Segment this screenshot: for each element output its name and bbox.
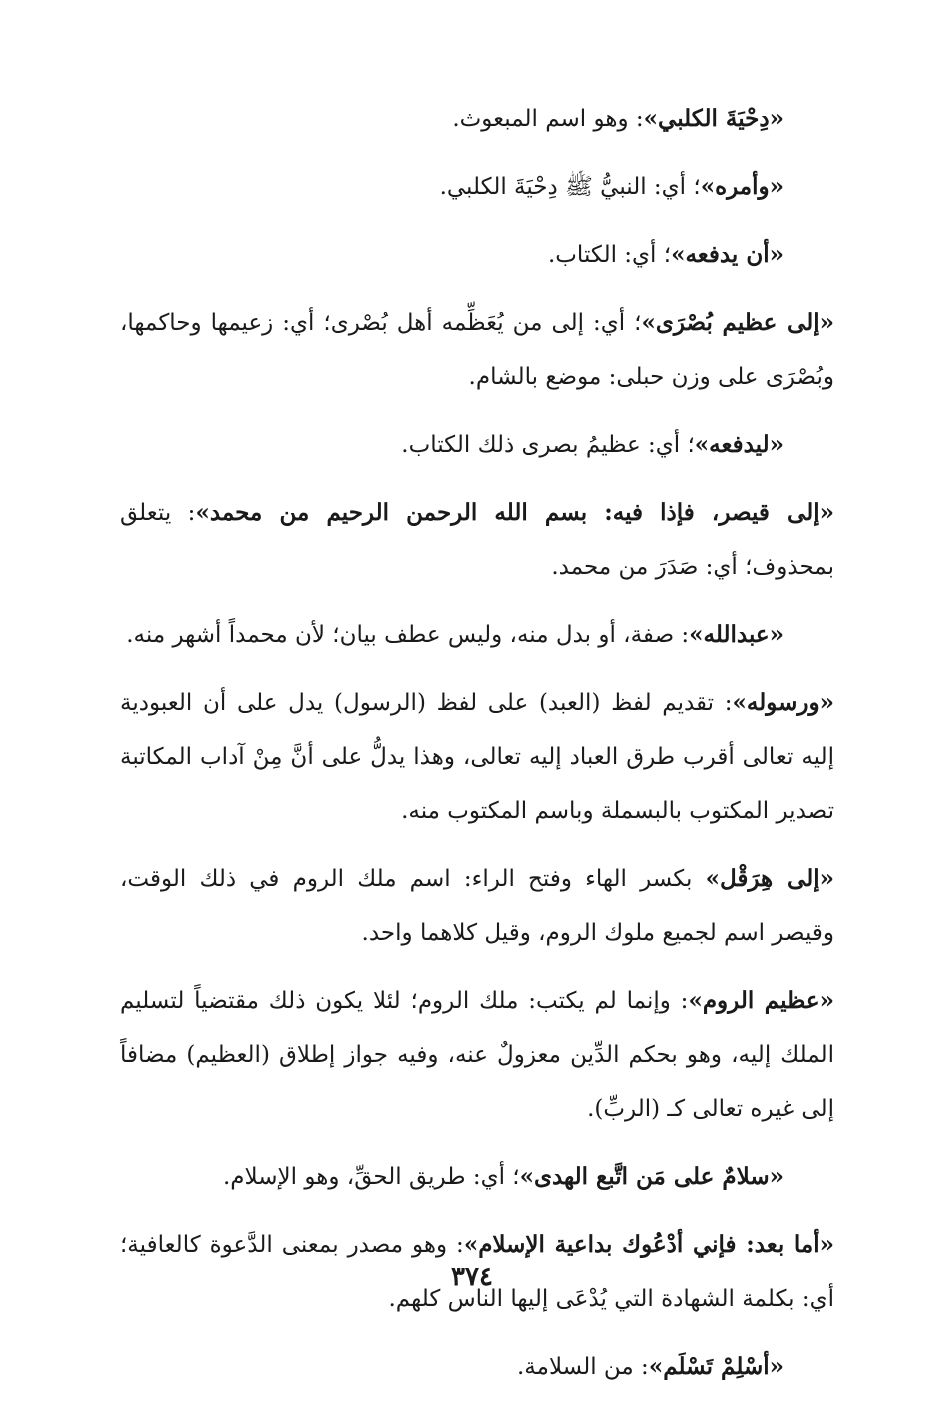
paragraph-text: : وإنما لم يكتب: ملك الروم؛ لئلا يكون ذلك مقتضياً لتسليم الملك إليه، وهو بحكم الدِّين معزولٌ عنه، وفيه جواز إطلاق (العظيم) مضافاً إلى غيره تعالى كـ (الربِّ). bbox=[120, 988, 834, 1122]
paragraph-term: «إلى قيصر، فإذا فيه: بسم الله الرحمن الرحيم من محمد» bbox=[195, 499, 835, 526]
paragraph bbox=[120, 1150, 834, 1204]
paragraph-text: ؛ أي: عظيمُ بصرى ذلك الكتاب. bbox=[401, 432, 695, 458]
paragraph-text: : وهو اسم المبعوث. bbox=[452, 106, 644, 132]
page-number: ٣٧٤ bbox=[451, 1262, 493, 1292]
paragraph-term: «أما بعد: فإني أدْعُوك بداعية الإسلام» bbox=[463, 1231, 835, 1258]
paragraph bbox=[120, 296, 834, 404]
paragraph-text: ؛ أي: الكتاب. bbox=[547, 242, 672, 268]
paragraph-text: : تقديم لفظ (العبد) على لفظ (الرسول) يدل على أن العبودية إليه تعالى أقرب طرق العباد إليه تعالى، وهذا يدلُّ على أنَّ مِنْ آداب المكاتبة تصدير المكتوب بالبسملة وباسم المكتوب منه. bbox=[120, 690, 834, 824]
paragraph-text: بكسر الهاء وفتح الراء: اسم ملك الروم في ذلك الوقت، وقيصر اسم لجميع ملوك الروم، وقيل كلاهما واحد. bbox=[120, 866, 834, 946]
paragraph bbox=[120, 486, 834, 594]
paragraph-text: : صفة، أو بدل منه، وليس عطف بيان؛ لأن محمداً أشهر منه. bbox=[126, 622, 690, 648]
paragraph bbox=[120, 418, 834, 472]
page-body bbox=[120, 92, 834, 1408]
paragraph-term: «عبدالله» bbox=[689, 621, 784, 648]
paragraph-text: ؛ أي: طريق الحقِّ، وهو الإسلام. bbox=[222, 1164, 520, 1190]
paragraph-term: «سلامٌ على مَن اتَّبع الهدى» bbox=[519, 1163, 784, 1190]
paragraph-term: «ليدفعه» bbox=[694, 431, 784, 458]
paragraph-text: : وهو مصدر بمعنى الدَّعوة كالعافية؛ أي: بكلمة الشهادة التي يُدْعَى إليها الناس كلهم. bbox=[120, 1232, 834, 1312]
paragraph-term: «وأمره» bbox=[700, 173, 784, 200]
paragraph-text: ؛ أي: إلى من يُعَظِّمه أهل بُصْرى؛ أي: زعيمها وحاكمها، وبُصْرَى على وزن حبلى: موضع بالشام. bbox=[120, 310, 834, 390]
paragraph-text: : من السلامة. bbox=[517, 1354, 649, 1380]
paragraph bbox=[120, 1340, 834, 1394]
paragraph bbox=[120, 92, 834, 146]
paragraph bbox=[120, 676, 834, 838]
paragraph-term: «ورسوله» bbox=[732, 689, 834, 716]
paragraph-term: «أن يدفعه» bbox=[671, 241, 784, 268]
paragraph-term: «إلى عظيم بُصْرَى» bbox=[641, 309, 834, 336]
paragraph-term: «إلى هِرَقْل» bbox=[705, 865, 834, 892]
paragraph-term: «عظيم الروم» bbox=[688, 987, 834, 1014]
paragraph bbox=[120, 160, 834, 214]
paragraph bbox=[120, 608, 834, 662]
paragraph-term: «أسْلِمْ تَسْلَم» bbox=[648, 1353, 784, 1380]
paragraph bbox=[120, 852, 834, 960]
paragraph-text: ؛ أي: النبيُّ ﷺ دِحْيَةَ الكلبي. bbox=[439, 174, 701, 200]
paragraph-text: : يتعلق بمحذوف؛ أي: صَدَرَ من محمد. bbox=[120, 500, 834, 580]
paragraph-term: «دِحْيَةَ الكلبي» bbox=[643, 105, 784, 132]
paragraph bbox=[120, 974, 834, 1136]
paragraph bbox=[120, 228, 834, 282]
